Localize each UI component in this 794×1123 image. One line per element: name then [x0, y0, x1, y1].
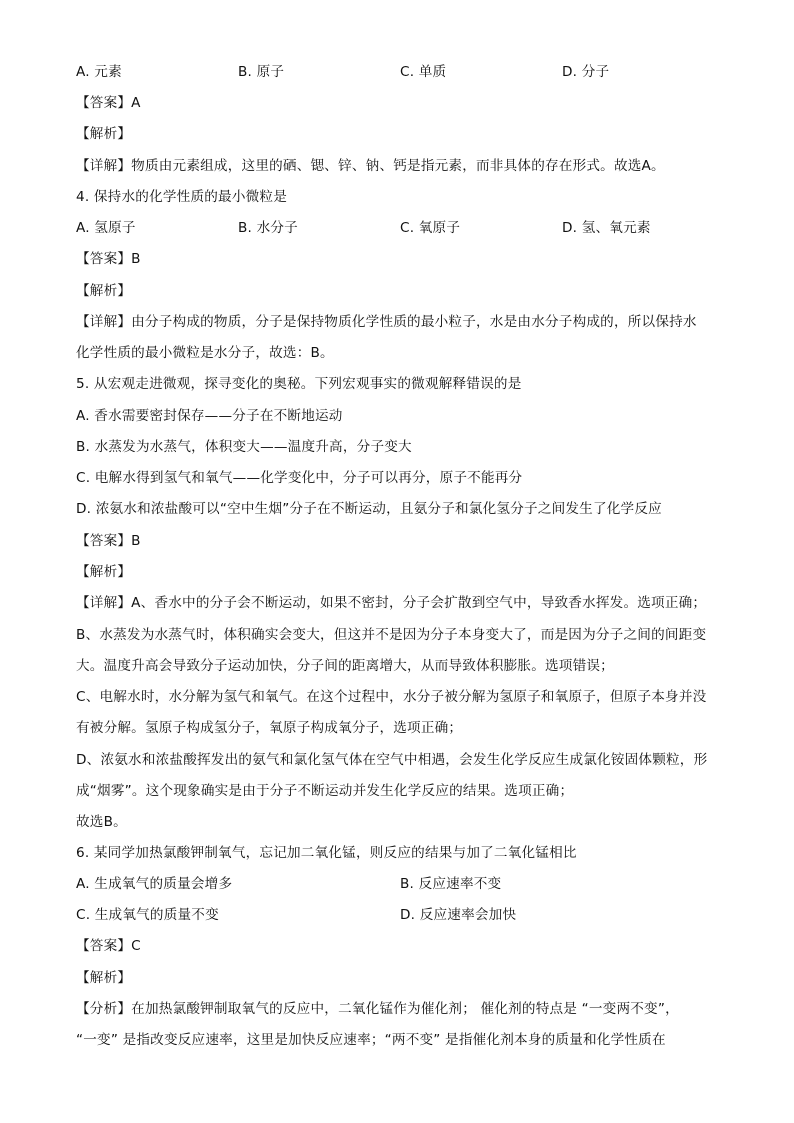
q5-option-c: C. 电解水得到氢气和氧气——化学变化中，分子可以再分，原子不能再分: [76, 470, 523, 486]
q5-detail-line: 成“烟雾”。这个现象确实是由于分子不断运动并发生化学反应的结果。选项正确；: [76, 783, 574, 799]
q6-option-a: A. 生成氧气的质量会增多: [76, 876, 233, 892]
q6-options-row-2: [76, 905, 718, 925]
q5-option-d: D. 浓氨水和浓盐酸可以“空中生烟”分子在不断运动，且氨分子和氯化氢分子之间发生了化学反应: [76, 501, 662, 517]
q6-answer: 【答案】C: [76, 938, 141, 954]
q5-stem: 5. 从宏观走进微观，探寻变化的奥秘。下列宏观事实的微观解释错误的是: [76, 376, 522, 392]
q5-option-b: B. 水蒸发为水蒸气，体积变大——温度升高，分子变大: [76, 439, 412, 455]
q4-answer: 【答案】B: [76, 251, 141, 267]
q4-option-b: B. 水分子: [238, 220, 298, 236]
q5-detail-line: 故选B。: [76, 814, 127, 830]
q5-answer: 【答案】B: [76, 533, 141, 549]
q4-analysis-heading: 【解析】: [76, 283, 132, 299]
q4-option-d: D. 氢、氧元素: [562, 220, 651, 236]
q6-stem: 6. 某同学加热氯酸钾制氧气，忘记加二氧化锰，则反应的结果与加了二氧化锰相比: [76, 845, 577, 861]
q6-detail-line: 【分析】在加热氯酸钾制取氧气的反应中，二氧化锰作为催化剂； 催化剂的特点是 “一变两不变”，: [76, 1001, 679, 1017]
q4-options: [76, 218, 718, 238]
q3-option-b: B. 原子: [238, 64, 285, 80]
q6-option-c: C. 生成氧气的质量不变: [76, 907, 219, 923]
q6-option-b: B. 反应速率不变: [400, 876, 502, 892]
q5-detail-line: 有被分解。氢原子构成氢分子，氧原子构成氧分子，选项正确；: [76, 720, 463, 736]
q5-detail-line: C、电解水时，水分解为氢气和氧气。在这个过程中，水分子被分解为氢原子和氧原子，但原子本身并没: [76, 689, 707, 705]
q3-option-c: C. 单质: [400, 64, 447, 80]
q5-detail-line: B、水蒸发为水蒸气时，体积确实会变大，但这并不是因为分子本身变大了，而是因为分子之间的间距变: [76, 627, 707, 643]
q6-options-row-1: [76, 874, 718, 894]
q6-detail-line: “一变” 是指改变反应速率，这里是加快反应速率；“两不变” 是指催化剂本身的质量和化学性质在: [76, 1032, 666, 1048]
q6-option-d: D. 反应速率会加快: [400, 907, 517, 923]
q6-analysis-heading: 【解析】: [76, 970, 132, 986]
q3-option-a: A. 元素: [76, 64, 122, 80]
q4-detail-line: 【详解】由分子构成的物质，分子是保持物质化学性质的最小粒子，水是由水分子构成的，所以保持水: [76, 314, 697, 330]
q3-analysis-heading: 【解析】: [76, 126, 132, 142]
q5-detail-line: 大。温度升高会导致分子运动加快，分子间的距离增大，从而导致体积膨胀。选项错误；: [76, 658, 614, 674]
q3-detail: 【详解】物质由元素组成，这里的硒、锶、锌、钠、钙是指元素，而非具体的存在形式。故选A。: [76, 158, 665, 174]
q4-stem: 4. 保持水的化学性质的最小微粒是: [76, 189, 288, 205]
q5-option-a: A. 香水需要密封保存——分子在不断地运动: [76, 408, 343, 424]
q3-options: [76, 62, 718, 82]
q4-option-a: A. 氢原子: [76, 220, 136, 236]
q3-answer: 【答案】A: [76, 95, 141, 111]
q3-option-d: D. 分子: [562, 64, 610, 80]
q5-detail-line: D、浓氨水和浓盐酸挥发出的氨气和氯化氢气体在空气中相遇，会发生化学反应生成氯化铵固体颗粒，形: [76, 752, 708, 768]
q5-detail-line: 【详解】A、香水中的分子会不断运动，如果不密封，分子会扩散到空气中，导致香水挥发。选项正确；: [76, 595, 707, 611]
q5-analysis-heading: 【解析】: [76, 564, 132, 580]
q4-option-c: C. 氧原子: [400, 220, 461, 236]
q4-detail-line: 化学性质的最小微粒是水分子，故选：B。: [76, 345, 334, 361]
